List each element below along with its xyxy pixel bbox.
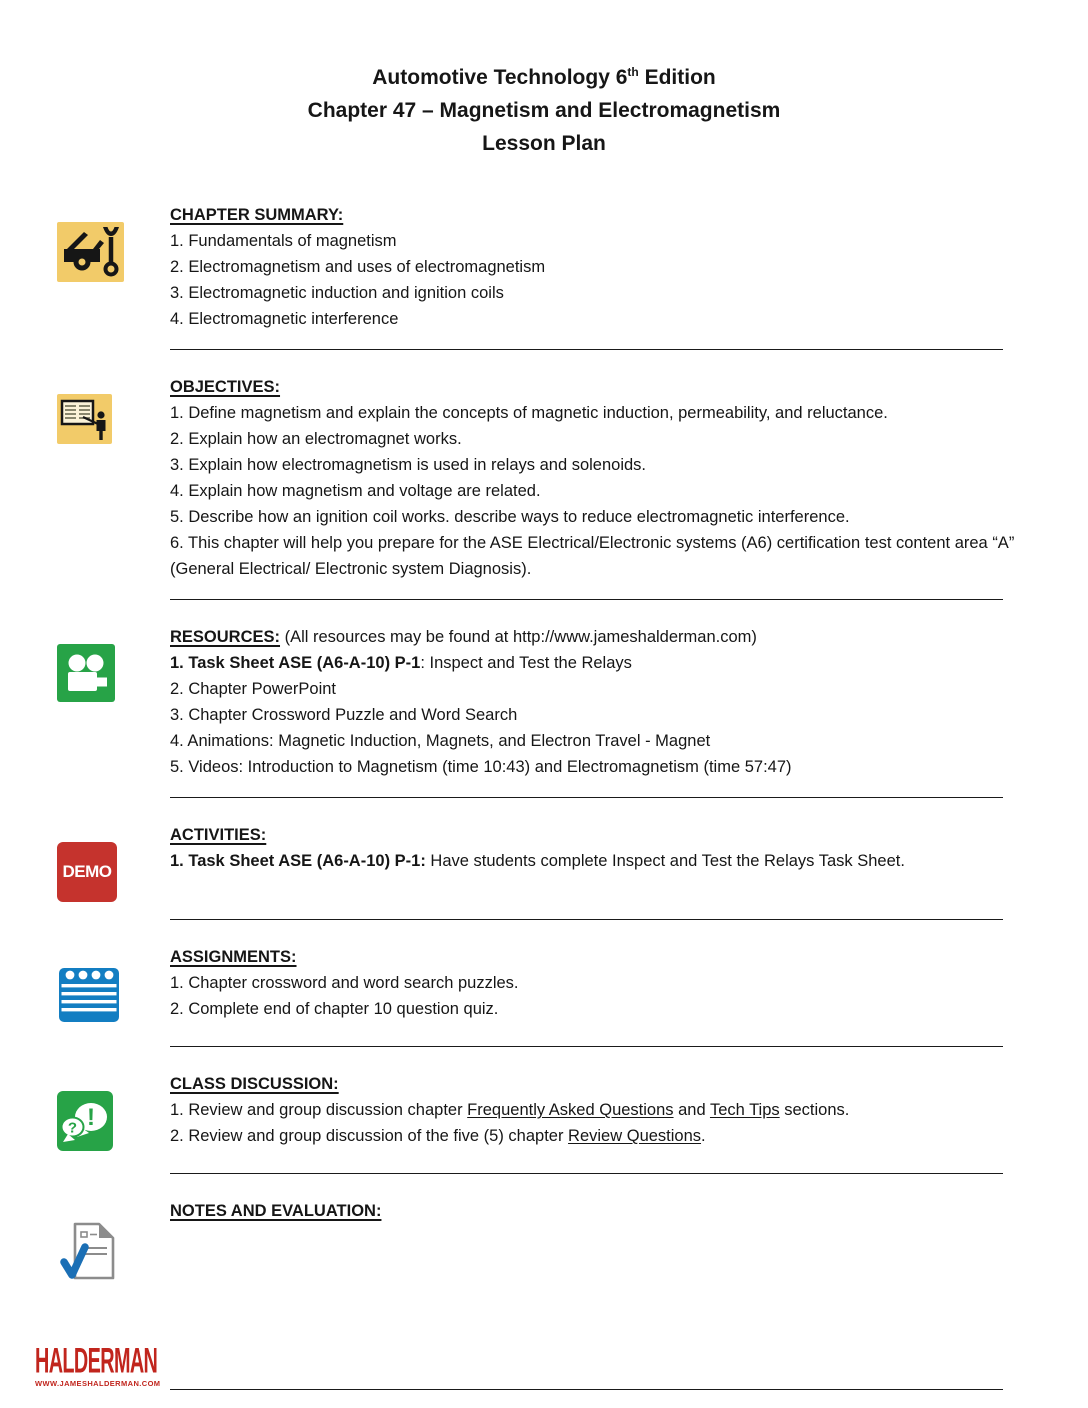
list-item: 5. Describe how an ignition coil works. describe ways to reduce electromagnetic interference. — [170, 508, 850, 526]
sections-container — [0, 202, 1088, 1390]
section-content — [170, 1198, 1024, 1293]
section-notes-and-evaluation — [55, 1198, 1024, 1293]
section-divider — [170, 1046, 1003, 1047]
car-wrench-icon-svg — [57, 222, 124, 282]
list-item: 4. Electromagnetic interference — [170, 310, 399, 328]
section-objectives — [55, 374, 1024, 582]
section-divider — [170, 1173, 1003, 1174]
list-item: 2. Chapter PowerPoint — [170, 680, 337, 698]
notepad-icon-svg — [57, 964, 121, 1024]
section-content — [170, 944, 1024, 1029]
list-item: 2. Complete end of chapter 10 question quiz. — [170, 1000, 499, 1018]
section-heading: CLASS DISCUSSION: — [170, 1075, 339, 1093]
list-item: 1. Define magnetism and explain the concepts of magnetic induction, permeability, and reluctance. — [170, 404, 888, 422]
list-item: 1. Review and group discussion chapter Frequently Asked Questions and Tech Tips sections. — [170, 1101, 850, 1119]
list-item: 1. Chapter crossword and word search puzzles. — [170, 974, 519, 992]
section-resources — [55, 624, 1024, 780]
list-item: 3. Electromagnetic induction and ignition coils — [170, 284, 504, 302]
doc-title-line-2: Chapter 47 – Magnetism and Electromagnetism — [307, 99, 781, 122]
svg-text:?: ? — [67, 1119, 78, 1137]
list-item: 4. Explain how magnetism and voltage are related. — [170, 482, 541, 500]
logo-website: WWW.JAMESHALDERMAN.COM — [35, 1379, 161, 1388]
presentation-board-icon-svg — [57, 394, 112, 444]
section-heading: CHAPTER SUMMARY: — [170, 206, 344, 224]
list-item: 3. Chapter Crossword Puzzle and Word Search — [170, 706, 518, 724]
section-heading: ACTIVITIES: — [170, 826, 267, 844]
section-icon-cell — [55, 822, 170, 902]
section-icon-cell — [55, 944, 170, 1029]
notepad-icon — [57, 1011, 121, 1028]
section-icon-cell — [55, 202, 170, 332]
section-icon-cell — [55, 374, 170, 582]
doc-title-line-1: Automotive Technology 6th Edition — [372, 65, 716, 89]
section-assignments — [55, 944, 1024, 1029]
doc-title-line-3: Lesson Plan — [482, 132, 606, 155]
section-heading: RESOURCES: (All resources may be found at http://www.jameshalderman.com) — [170, 628, 757, 646]
discussion-icon — [57, 1104, 113, 1155]
list-item: 2. Electromagnetism and uses of electromagnetism — [170, 258, 546, 276]
section-content — [170, 374, 1024, 582]
section-divider — [170, 919, 1003, 920]
presentation-board-icon — [57, 431, 112, 448]
section-divider — [170, 797, 1003, 798]
halderman-logo — [35, 1340, 165, 1388]
list-item: 1. Task Sheet ASE (A6-A-10) P-1: Have students complete Inspect and Test the Relays Task Sheet. — [170, 852, 905, 870]
svg-text:!: ! — [87, 1104, 95, 1131]
list-item: 3. Explain how electromagnetism is used in relays and solenoids. — [170, 456, 647, 474]
list-item: 6. This chapter will help you prepare for the ASE Electrical/Electronic systems (A6) certification test content area “A” (General Electrical/ Electronic system Diagnosis). — [170, 534, 1015, 578]
demo-icon-box — [57, 842, 117, 902]
document-check-icon-svg — [57, 1218, 119, 1288]
list-item: 4. Animations: Magnetic Induction, Magnets, and Electron Travel - Magnet — [170, 732, 711, 750]
list-item: 2. Review and group discussion of the five (5) chapter Review Questions. — [170, 1127, 706, 1145]
section-heading: NOTES AND EVALUATION: — [170, 1202, 382, 1220]
car-wrench-icon — [57, 269, 124, 286]
logo-text: HALDERMAN — [35, 1340, 158, 1381]
section-icon-cell — [55, 1198, 170, 1293]
document-title — [0, 56, 1088, 160]
section-content — [170, 1071, 1024, 1156]
video-camera-icon-svg — [57, 644, 115, 702]
list-item: 1. Task Sheet ASE (A6-A-10) P-1: Inspect and Test the Relays — [170, 654, 632, 672]
section-divider — [170, 1389, 1003, 1390]
document-check-icon — [57, 1275, 119, 1292]
video-camera-icon — [57, 689, 115, 706]
section-content — [170, 624, 1024, 780]
section-icon-cell — [55, 624, 170, 780]
demo-icon-label: DEMO — [62, 862, 112, 881]
section-chapter-summary — [55, 202, 1024, 332]
section-divider — [170, 599, 1003, 600]
section-divider — [170, 349, 1003, 350]
section-icon-cell — [55, 1071, 170, 1156]
list-item: 2. Explain how an electromagnet works. — [170, 430, 462, 448]
section-activities — [55, 822, 1024, 902]
section-class-discussion — [55, 1071, 1024, 1156]
list-item: 5. Videos: Introduction to Magnetism (time 10:43) and Electromagnetism (time 57:47) — [170, 758, 792, 776]
section-heading: OBJECTIVES: — [170, 378, 281, 396]
section-content — [170, 822, 1024, 902]
section-heading: ASSIGNMENTS: — [170, 948, 297, 966]
list-item: 1. Fundamentals of magnetism — [170, 232, 397, 250]
demo-icon — [57, 842, 170, 902]
discussion-icon-svg — [57, 1091, 113, 1151]
section-content — [170, 202, 1024, 332]
